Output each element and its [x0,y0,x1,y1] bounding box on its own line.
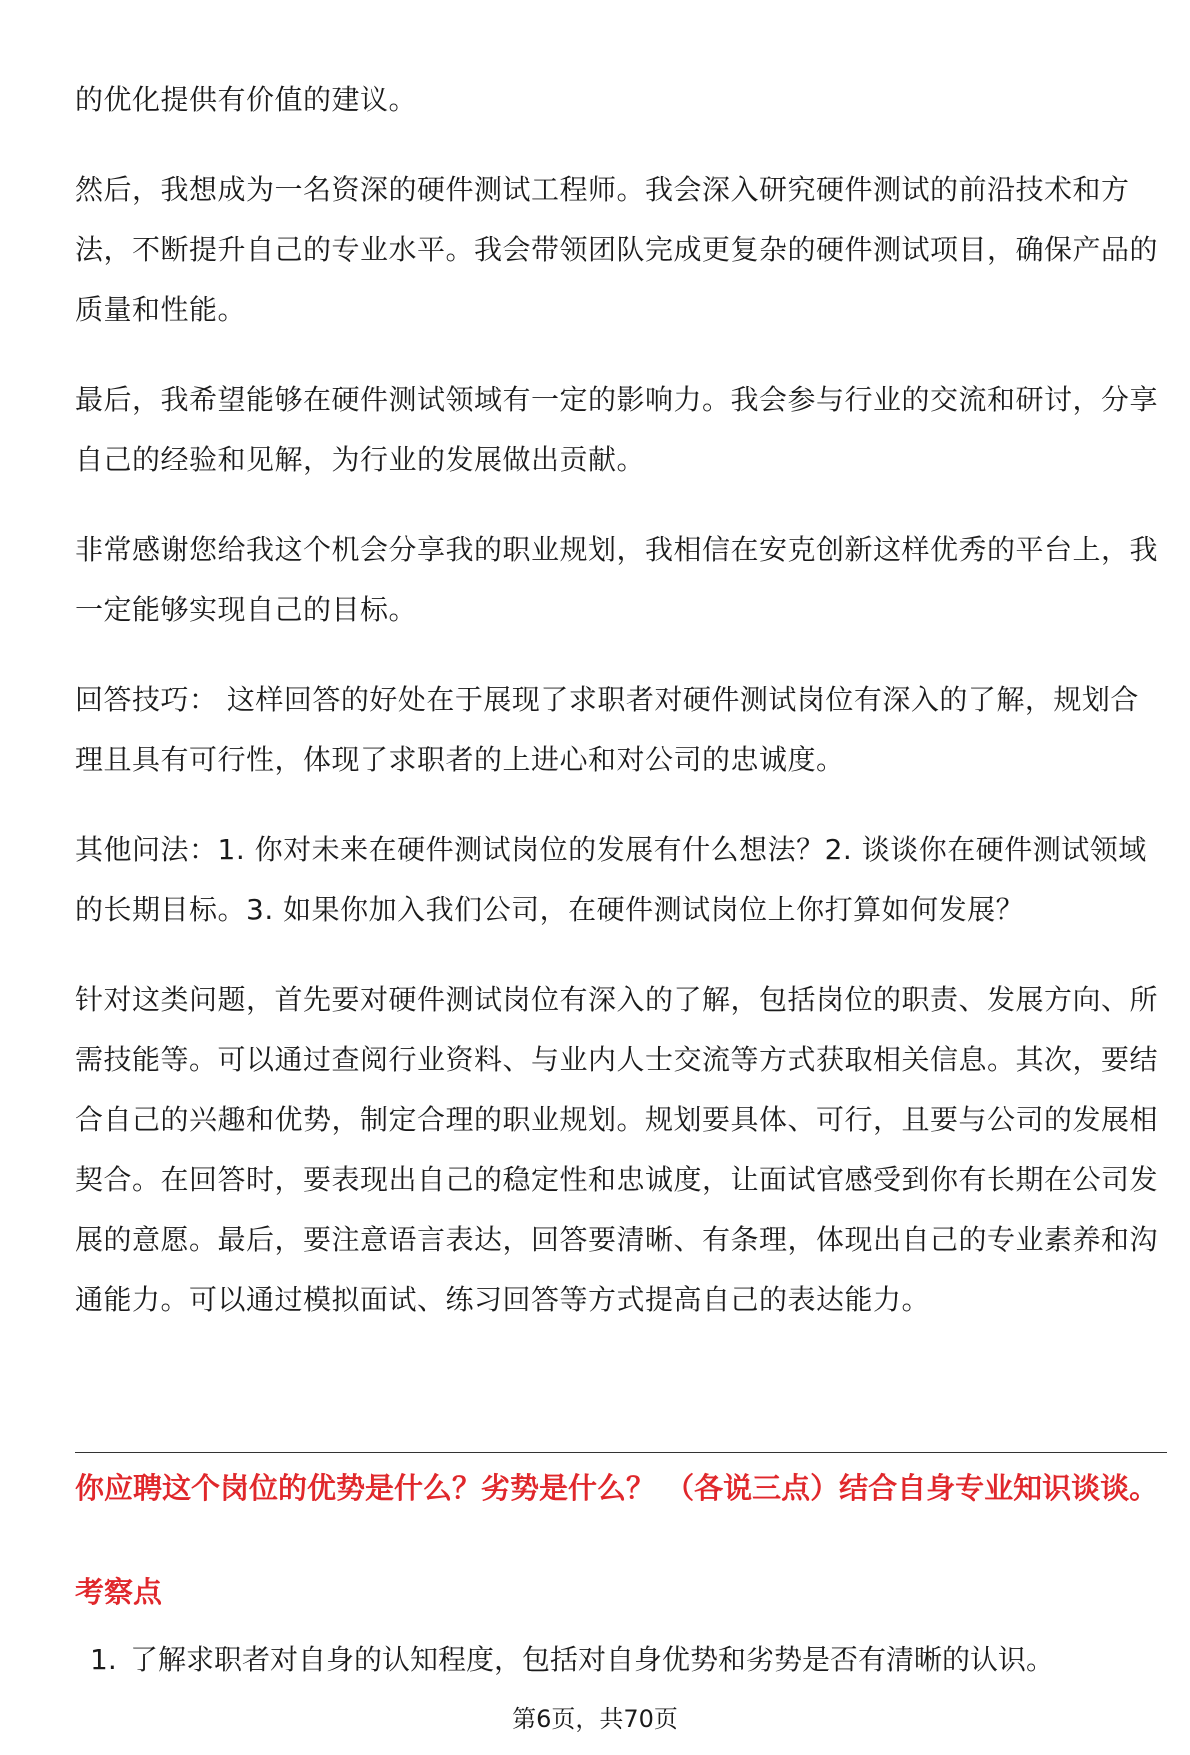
page-number: 第6页，共70页 [512,1705,678,1733]
alternate-questions-paragraph: 其他问法：1. 你对未来在硬件测试岗位的发展有什么想法？2. 谈谈你在硬件测试领域的长期目标。3. 如果你加入我们公司，在硬件测试岗位上你打算如何发展？ [75,833,1147,926]
section-divider [75,1452,1167,1453]
list-item-text: 了解求职者对自身的认知程度，包括对自身优势和劣势是否有清晰的认识。 [130,1643,1055,1676]
question-heading: 你应聘这个岗位的优势是什么？劣势是什么？ （各说三点）结合自身专业知识谈谈。 [75,1471,1159,1505]
document-body [75,70,1167,1360]
answer-tip-paragraph: 回答技巧： 这样回答的好处在于展现了求职者对硬件测试岗位有深入的了解，规划合理且具有可行性，体现了求职者的上进心和对公司的忠诚度。 [75,683,1139,776]
paragraph: 的优化提供有价值的建议。 [75,83,418,116]
paragraph: 非常感谢您给我这个机会分享我的职业规划，我相信在安克创新这样优秀的平台上，我一定能够实现自己的目标。 [75,533,1159,626]
list-item-number: 1. [90,1643,117,1676]
section-label: 考察点 [75,1575,163,1609]
list-item [90,1640,1170,1680]
guidance-paragraph: 针对这类问题，首先要对硬件测试岗位有深入的了解，包括岗位的职责、发展方向、所需技能等。可以通过查阅行业资料、与业内人士交流等方式获取相关信息。其次，要结合自己的兴趣和优势，制定合理的职业规划。规划要具体、可行，且要与公司的发展相契合。在回答时，要表现出自己的稳定性和忠诚度，让面试官感受到你有长期在公司发展的意愿。最后，要注意语言表达，回答要清晰、有条理，体现出自己的专业素养和沟通能力。可以通过模拟面试、练习回答等方式提高自己的表达能力。 [75,983,1159,1316]
paragraph: 最后，我希望能够在硬件测试领域有一定的影响力。我会参与行业的交流和研讨，分享自己的经验和见解，为行业的发展做出贡献。 [75,383,1159,476]
paragraph: 然后，我想成为一名资深的硬件测试工程师。我会深入研究硬件测试的前沿技术和方法，不断提升自己的专业水平。我会带领团队完成更复杂的硬件测试项目，确保产品的质量和性能。 [75,173,1159,326]
